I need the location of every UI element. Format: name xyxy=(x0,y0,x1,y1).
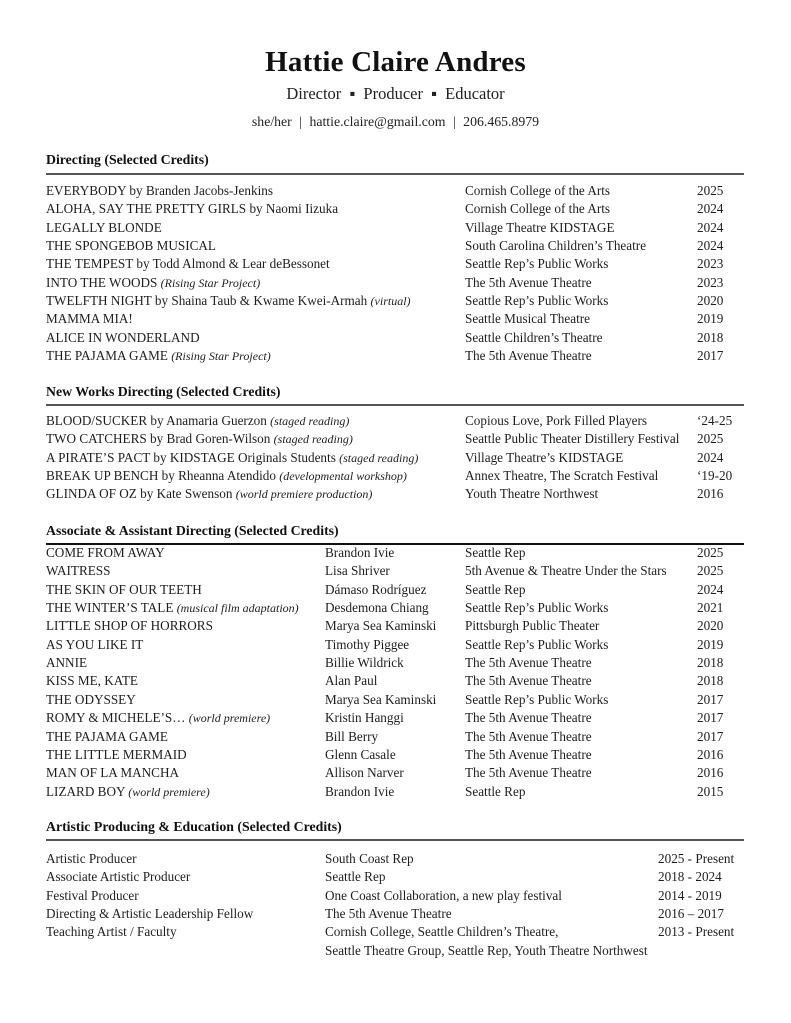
credit-title xyxy=(46,255,330,273)
producing-dates: 2013 - Present xyxy=(658,924,735,940)
credit-venue: Cornish College of the Arts xyxy=(465,183,611,198)
credit-title xyxy=(46,709,270,727)
section-title-associate: Associate & Assistant Directing (Selected Credits) xyxy=(46,523,339,538)
credit-title-text: INTO THE WOODS xyxy=(46,274,158,290)
credit-year: 2023 xyxy=(697,256,724,272)
credit-title xyxy=(46,182,273,200)
producing-row xyxy=(0,905,791,923)
credit-title xyxy=(46,544,165,562)
credit-row xyxy=(0,310,791,328)
credit-row xyxy=(0,544,791,562)
credit-title xyxy=(46,329,200,347)
credit-director: Alan Paul xyxy=(325,673,378,689)
producing-row xyxy=(0,923,791,941)
credit-title xyxy=(46,200,338,218)
credit-row xyxy=(0,562,791,580)
credit-note: (staged reading) xyxy=(273,432,353,447)
credit-year: 2024 xyxy=(697,449,724,465)
bullet-separator: ▪ xyxy=(349,84,356,103)
producing-organization: One Coast Collaboration, a new play festival xyxy=(325,887,562,903)
pipe-separator: | xyxy=(299,114,302,129)
credit-director: Marya Sea Kaminski xyxy=(325,691,437,707)
credit-row xyxy=(0,691,791,709)
credit-venue: Seattle Public Theater Distillery Festival xyxy=(465,431,680,447)
producing-role: Festival Producer xyxy=(46,887,139,903)
credit-row xyxy=(0,764,791,782)
producing-role: Directing & Artistic Leadership Fellow xyxy=(46,906,254,922)
credit-title-text: THE WINTER’S TALE xyxy=(46,600,174,616)
credit-director: Allison Narver xyxy=(325,765,404,781)
credit-year: 2025 xyxy=(697,431,724,447)
credit-year: ‘19-20 xyxy=(697,468,733,484)
producing-row xyxy=(0,887,791,905)
credit-director: Brandon Ivie xyxy=(325,545,395,560)
credit-note: (developmental workshop) xyxy=(279,469,407,484)
credit-year: 2025 xyxy=(697,545,724,560)
credit-note: (staged reading) xyxy=(270,414,350,428)
credit-row xyxy=(0,599,791,617)
role-director: Director xyxy=(286,84,342,103)
pipe-separator: | xyxy=(452,114,456,129)
credit-row xyxy=(0,255,791,273)
credit-director: Brandon Ivie xyxy=(325,783,395,799)
credit-title xyxy=(46,237,216,255)
credit-title xyxy=(46,430,353,448)
producing-row xyxy=(0,942,791,960)
resume-name: Hattie Claire Andres xyxy=(265,46,526,78)
credit-venue: 5th Avenue & Theatre Under the Stars xyxy=(465,563,667,579)
credit-venue: The 5th Avenue Theatre xyxy=(465,710,592,726)
producing-organization: Seattle Rep xyxy=(325,869,386,885)
credit-title-text: A PIRATE’S PACT by KIDSTAGE Originals Students xyxy=(46,449,336,465)
section-title-producing: Artistic Producing & Education (Selected Credits) xyxy=(46,819,342,834)
credit-row xyxy=(0,581,791,599)
section-title-new-works: New Works Directing (Selected Credits) xyxy=(46,384,281,399)
credit-director: Marya Sea Kaminski xyxy=(325,618,437,634)
credit-venue: South Carolina Children’s Theatre xyxy=(465,238,647,254)
credit-title xyxy=(46,746,187,764)
credit-venue: Seattle Rep’s Public Works xyxy=(465,600,609,616)
credit-title xyxy=(46,581,202,599)
credit-note: (musical film adaptation) xyxy=(176,601,299,616)
credit-year: 2017 xyxy=(697,710,724,726)
credit-title xyxy=(46,691,136,709)
credit-title-text: KISS ME, KATE xyxy=(46,673,138,689)
credit-title xyxy=(46,672,138,690)
producing-organization: Cornish College, Seattle Children’s Theatre, xyxy=(325,924,559,940)
credit-title-text: THE SPONGEBOB MUSICAL xyxy=(46,238,216,254)
credit-venue: Seattle Rep’s Public Works xyxy=(465,256,609,272)
credit-year: 2025 xyxy=(697,563,724,579)
section-divider xyxy=(46,839,744,841)
credit-title xyxy=(46,449,418,467)
credit-title xyxy=(46,599,299,617)
credit-venue: Youth Theatre Northwest xyxy=(465,486,599,502)
credit-year: 2025 xyxy=(697,183,724,198)
producing-row xyxy=(0,868,791,886)
credit-title-text: COME FROM AWAY xyxy=(46,545,165,560)
credit-title xyxy=(46,412,349,430)
phone-number[interactable]: 206.465.8979 xyxy=(463,114,540,129)
credit-title xyxy=(46,783,210,801)
credit-row xyxy=(0,412,791,430)
credit-director: Desdemona Chiang xyxy=(325,600,429,616)
credit-title xyxy=(46,728,168,746)
credit-title xyxy=(46,467,407,485)
credit-row xyxy=(0,329,791,347)
credit-title xyxy=(46,274,260,292)
credit-venue: Village Theatre KIDSTAGE xyxy=(465,219,615,235)
credit-title-text: THE SKIN OF OUR TEETH xyxy=(46,581,202,597)
pronouns: she/her xyxy=(251,114,292,129)
credit-director: Lisa Shriver xyxy=(325,563,390,579)
bullet-separator: ▪ xyxy=(431,84,437,103)
credit-venue: The 5th Avenue Theatre xyxy=(465,348,592,364)
section-divider xyxy=(46,404,744,406)
credit-title-text: GLINDA OF OZ by Kate Swenson xyxy=(46,486,233,502)
credit-year: 2018 xyxy=(697,673,724,689)
credit-title-text: LITTLE SHOP OF HORRORS xyxy=(46,618,213,634)
credit-row xyxy=(0,430,791,448)
credit-title-text: ANNIE xyxy=(46,655,88,671)
credit-row xyxy=(0,449,791,467)
credit-year: 2023 xyxy=(697,274,724,290)
credit-year: ‘24-25 xyxy=(697,413,733,428)
credit-row xyxy=(0,274,791,292)
credit-row xyxy=(0,182,791,200)
credit-year: 2015 xyxy=(697,783,724,799)
credit-venue: Seattle Rep xyxy=(465,783,526,799)
credit-row xyxy=(0,347,791,365)
credit-title xyxy=(46,292,411,310)
credit-venue: Seattle Musical Theatre xyxy=(465,311,590,327)
section-divider xyxy=(46,173,744,175)
credit-title-text: TWELFTH NIGHT by Shaina Taub & Kwame Kwei-Armah xyxy=(46,293,368,309)
credit-title-text: ROMY & MICHELE’S… xyxy=(46,710,186,726)
credit-year: 2020 xyxy=(697,293,724,309)
credit-title-text: THE TEMPEST by Todd Almond & Lear deBessonet xyxy=(46,256,330,272)
email-link[interactable]: hattie.claire@gmail.com xyxy=(309,114,446,129)
credit-note: (virtual) xyxy=(370,294,411,309)
producing-dates: 2016 – 2017 xyxy=(658,906,724,922)
credit-year: 2019 xyxy=(697,636,724,652)
credit-title-text: ALOHA, SAY THE PRETTY GIRLS by Naomi Iizuka xyxy=(46,201,339,217)
credit-title-text: AS YOU LIKE IT xyxy=(46,636,144,652)
credit-venue: Seattle Rep’s Public Works xyxy=(465,636,609,652)
credit-venue: Village Theatre’s KIDSTAGE xyxy=(465,449,624,465)
credit-note: (world premiere production) xyxy=(235,487,373,502)
producing-dates: 2018 - 2024 xyxy=(658,869,722,885)
credit-note: (Rising Star Project) xyxy=(160,275,261,290)
credit-title-text: TWO CATCHERS by Brad Goren-Wilson xyxy=(46,431,271,447)
credit-row xyxy=(0,219,791,237)
producing-organization: Seattle Theatre Group, Seattle Rep, Youth Theatre Northwest xyxy=(325,942,648,958)
credit-venue: The 5th Avenue Theatre xyxy=(465,728,592,744)
credit-row xyxy=(0,200,791,218)
credit-title-text: THE LITTLE MERMAID xyxy=(46,746,187,762)
credit-venue: Annex Theatre, The Scratch Festival xyxy=(465,468,659,484)
credit-title-text: THE PAJAMA GAME xyxy=(46,728,168,744)
credit-row xyxy=(0,783,791,801)
credit-year: 2024 xyxy=(697,219,724,235)
credit-year: 2017 xyxy=(697,691,724,707)
credit-title-text: LIZARD BOY xyxy=(46,783,125,799)
credit-note: (Rising Star Project) xyxy=(171,349,271,364)
credit-year: 2016 xyxy=(697,746,724,762)
credit-title-text: MAMMA MIA! xyxy=(46,311,133,327)
credit-venue: Pittsburgh Public Theater xyxy=(465,618,600,634)
credit-year: 2024 xyxy=(697,201,724,217)
credit-venue: Seattle Children’s Theatre xyxy=(465,329,603,345)
credit-title-text: LEGALLY BLONDE xyxy=(46,219,162,235)
credit-year: 2016 xyxy=(697,765,724,781)
section-title-directing: Directing (Selected Credits) xyxy=(46,152,209,167)
producing-dates: 2025 - Present xyxy=(658,851,735,866)
credit-venue: Seattle Rep xyxy=(465,545,526,560)
credit-row xyxy=(0,237,791,255)
credit-row xyxy=(0,709,791,727)
credit-venue: Cornish College of the Arts xyxy=(465,201,611,217)
credit-venue: Seattle Rep xyxy=(465,581,526,597)
credit-row xyxy=(0,617,791,635)
credit-venue: The 5th Avenue Theatre xyxy=(465,673,592,689)
credit-venue: The 5th Avenue Theatre xyxy=(465,274,592,290)
credit-title xyxy=(46,764,179,782)
credit-director: Kristin Hanggi xyxy=(325,710,404,726)
credit-title xyxy=(46,617,213,635)
credit-title-text: MAN OF LA MANCHA xyxy=(46,765,179,781)
producing-dates: 2014 - 2019 xyxy=(658,887,722,903)
credit-year: 2017 xyxy=(697,348,724,364)
credit-title-text: THE PAJAMA GAME xyxy=(46,348,168,364)
credit-year: 2021 xyxy=(697,600,724,616)
credit-row xyxy=(0,728,791,746)
credit-venue: The 5th Avenue Theatre xyxy=(465,746,592,762)
credit-title xyxy=(46,219,162,237)
credit-director: Timothy Piggee xyxy=(325,636,410,652)
role-educator: Educator xyxy=(445,84,505,103)
credit-row xyxy=(0,654,791,672)
credit-title-text: WAITRESS xyxy=(46,563,111,579)
credit-venue: Seattle Rep’s Public Works xyxy=(465,293,609,309)
credit-year: 2018 xyxy=(697,655,724,671)
credit-venue: Copious Love, Pork Filled Players xyxy=(465,413,648,428)
credit-year: 2017 xyxy=(697,728,724,744)
credit-year: 2019 xyxy=(697,311,724,327)
credit-title-text: THE ODYSSEY xyxy=(46,691,136,707)
contact-line xyxy=(0,114,791,130)
credit-title xyxy=(46,654,87,672)
credit-year: 2016 xyxy=(697,486,724,502)
credit-title xyxy=(46,310,133,328)
credit-row xyxy=(0,467,791,485)
credit-note: (world premiere) xyxy=(128,784,210,799)
role-producer: Producer xyxy=(363,84,423,103)
credit-title xyxy=(46,347,271,365)
producing-organization: The 5th Avenue Theatre xyxy=(325,906,452,922)
credit-venue: The 5th Avenue Theatre xyxy=(465,765,592,781)
credit-note: (world premiere) xyxy=(188,711,271,726)
producing-role: Teaching Artist / Faculty xyxy=(46,924,177,940)
credit-row xyxy=(0,485,791,503)
credit-venue: Seattle Rep’s Public Works xyxy=(465,691,609,707)
credit-director: Glenn Casale xyxy=(325,746,396,762)
credit-director: Billie Wildrick xyxy=(325,655,404,671)
credit-title xyxy=(46,562,110,580)
credit-title xyxy=(46,485,372,503)
credit-note: (staged reading) xyxy=(339,450,419,465)
credit-venue: The 5th Avenue Theatre xyxy=(465,655,592,671)
producing-row xyxy=(0,850,791,868)
credit-year: 2020 xyxy=(697,618,724,634)
credit-title-text: BLOOD/SUCKER by Anamaria Guerzon xyxy=(46,413,267,428)
credit-year: 2024 xyxy=(697,238,724,254)
credit-title-text: EVERYBODY by Branden Jacobs-Jenkins xyxy=(46,183,273,198)
credit-row xyxy=(0,746,791,764)
credit-year: 2024 xyxy=(697,581,724,597)
producing-organization: South Coast Rep xyxy=(325,851,414,866)
credit-title xyxy=(46,636,143,654)
credit-director: Bill Berry xyxy=(325,728,379,744)
producing-role: Artistic Producer xyxy=(46,851,137,866)
credit-title-text: ALICE IN WONDERLAND xyxy=(46,329,200,345)
credit-row xyxy=(0,672,791,690)
credit-director: Dámaso Rodríguez xyxy=(325,581,427,597)
resume-roles xyxy=(0,84,791,104)
credit-year: 2018 xyxy=(697,329,724,345)
credit-title-text: BREAK UP BENCH by Rheanna Atendido xyxy=(46,468,276,484)
producing-role: Associate Artistic Producer xyxy=(46,869,191,885)
credit-row xyxy=(0,292,791,310)
credit-row xyxy=(0,636,791,654)
